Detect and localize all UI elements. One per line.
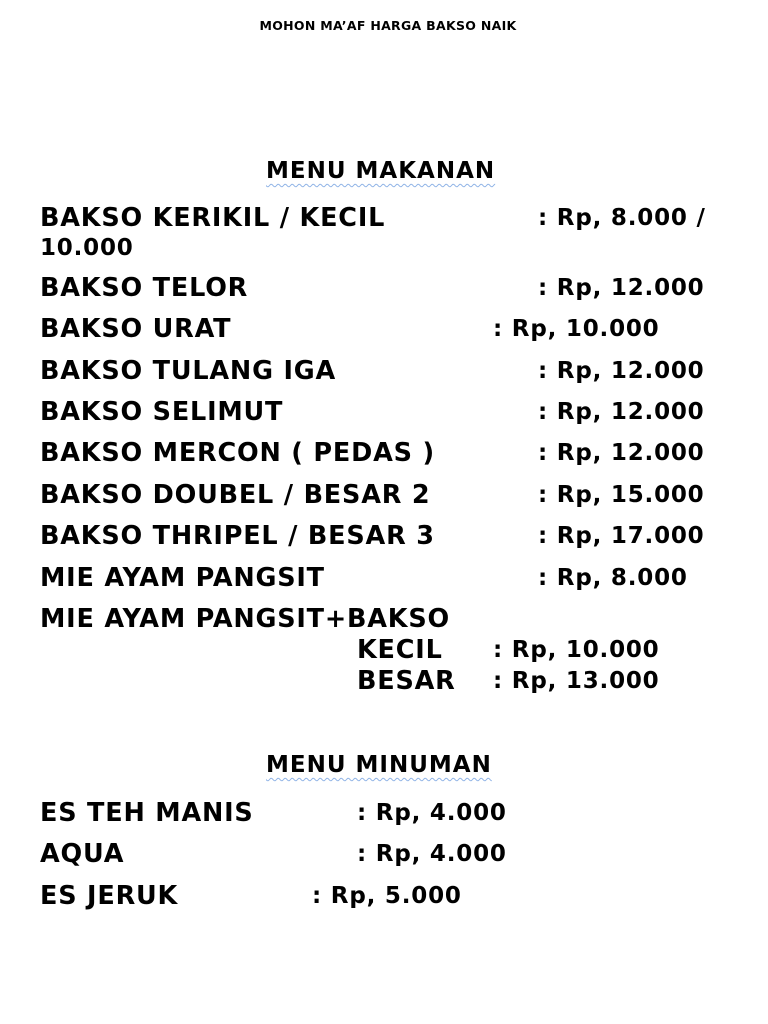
menu-item-name: BAKSO URAT bbox=[40, 314, 232, 344]
price-increase-notice: MOHON MA’AF HARGA BAKSO NAIK bbox=[259, 18, 517, 33]
menu-item-name: BAKSO MERCON ( PEDAS ) bbox=[40, 438, 435, 468]
menu-item-name: BAKSO TELOR bbox=[40, 273, 249, 303]
menu-item-price: : Rp, 8.000 bbox=[538, 565, 688, 591]
menu-item-name: MIE AYAM PANGSIT bbox=[40, 563, 325, 593]
menu-item-price: : Rp, 12.000 bbox=[538, 440, 705, 466]
menu-item-name: BAKSO SELIMUT bbox=[40, 397, 284, 427]
menu-item-name: BAKSO THRIPEL / BESAR 3 bbox=[40, 521, 435, 551]
menu-item-price: : Rp, 5.000 bbox=[312, 883, 462, 909]
menu-item-name: AQUA bbox=[40, 839, 125, 869]
menu-item-name: ES JERUK bbox=[40, 881, 179, 911]
drink-menu-heading: MENU MINUMAN bbox=[266, 752, 492, 778]
menu-item-price: : Rp, 17.000 bbox=[538, 523, 705, 549]
menu-item-name: MIE AYAM PANGSIT+BAKSO bbox=[40, 604, 451, 634]
menu-item-price: : Rp, 4.000 bbox=[357, 800, 507, 826]
menu-item-price: : Rp, 4.000 bbox=[357, 841, 507, 867]
menu-item-price: : Rp, 15.000 bbox=[538, 482, 705, 508]
menu-item-name: BAKSO DOUBEL / BESAR 2 bbox=[40, 480, 431, 510]
menu-item-price: : Rp, 12.000 bbox=[538, 275, 705, 301]
combo-size-label: BESAR bbox=[357, 666, 456, 696]
combo-size-price: : Rp, 13.000 bbox=[493, 668, 660, 694]
combo-size-label: KECIL bbox=[357, 635, 443, 665]
menu-item-name: BAKSO KERIKIL / KECIL bbox=[40, 203, 386, 233]
menu-item-price: : Rp, 10.000 bbox=[493, 316, 660, 342]
food-menu-heading: MENU MAKANAN bbox=[266, 158, 496, 184]
menu-item-price: : Rp, 12.000 bbox=[538, 358, 705, 384]
menu-item-price-continued: 10.000 bbox=[40, 235, 134, 261]
menu-item-price: : Rp, 8.000 / bbox=[538, 205, 706, 231]
combo-size-price: : Rp, 10.000 bbox=[493, 637, 660, 663]
menu-item-price: : Rp, 12.000 bbox=[538, 399, 705, 425]
menu-item-name: ES TEH MANIS bbox=[40, 798, 254, 828]
menu-item-name: BAKSO TULANG IGA bbox=[40, 356, 337, 386]
